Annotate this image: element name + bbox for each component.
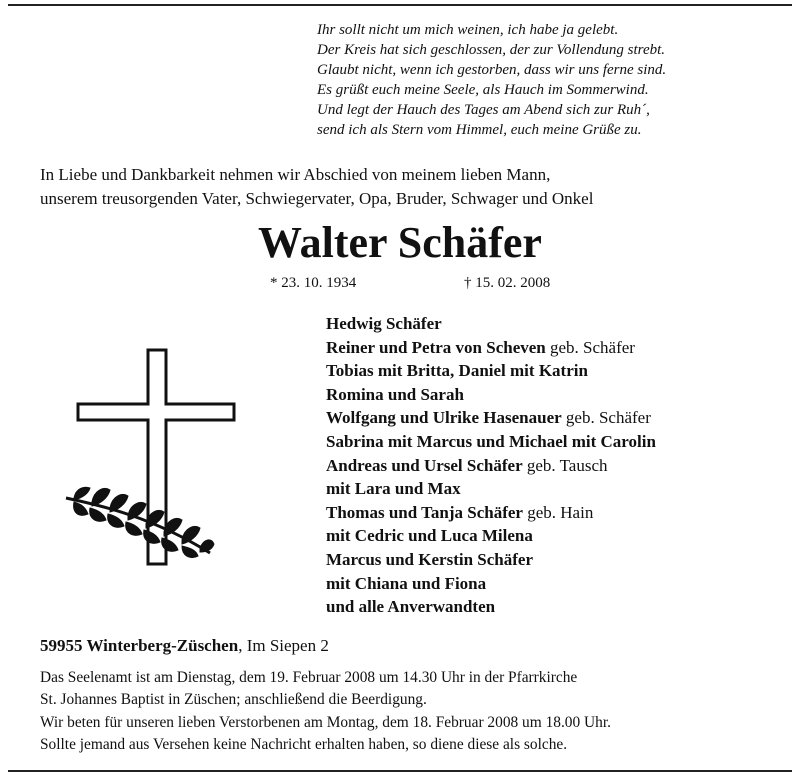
intro-line-1: In Liebe und Dankbarkeit nehmen wir Abschied von meinem lieben Mann, [40,165,551,184]
deceased-name: Walter Schäfer [258,218,542,267]
family-entry [326,477,786,501]
family-maiden-name: geb. Tausch [522,455,608,475]
intro-line-2: unserem treusorgenden Vater, Schwiegervater, Opa, Bruder, Schwager und Onkel [40,189,594,208]
family-names: Sabrina mit Marcus und Michael mit Carolin [326,431,656,451]
family-names: mit Cedric und Luca Milena [326,526,533,546]
poem-line: Und legt der Hauch des Tages am Abend sich zur Ruh´, [317,102,650,118]
poem-line: Ihr sollt nicht um mich weinen, ich habe ja gelebt. [317,22,619,38]
family-entry [326,501,786,525]
requiem-line-1: Das Seelenamt ist am Dienstag, dem 19. Februar 2008 um 14.30 Uhr in der Pfarrkirche [40,669,578,686]
family-entry [326,430,786,454]
address [40,635,329,657]
family-entry [326,524,786,548]
bottom-rule [8,770,792,772]
palm-branch-icon [66,487,214,557]
family-maiden-name: geb. Schäfer [545,337,635,357]
family-maiden-name: geb. Schäfer [561,408,651,428]
family-names: Thomas und Tanja Schäfer [326,502,523,522]
family-entry [326,454,786,478]
poem [317,20,787,140]
family-names: Marcus und Kerstin Schäfer [326,549,533,569]
intro-text [40,163,780,211]
family-names: Reiner und Petra von Scheven [326,337,546,357]
family-names: mit Chiana und Fiona [326,573,487,593]
family-entry [326,336,786,360]
family-names: Wolfgang und Ulrike Hasenauer [326,408,562,428]
address-city: 59955 Winterberg-Züschen [40,636,239,655]
poem-line: Glaubt nicht, wenn ich gestorben, dass wir uns ferne sind. [317,62,667,78]
family-list [326,312,786,619]
poem-line: Es grüßt euch meine Seele, als Hauch im Sommerwind. [317,82,649,98]
family-entry [326,359,786,383]
notification-notice: Sollte jemand aus Versehen keine Nachricht erhalten haben, so diene diese als solche. [40,735,568,753]
family-names: Andreas und Ursel Schäfer [326,455,523,475]
family-names: Hedwig Schäfer [326,314,442,333]
poem-line: Der Kreis hat sich geschlossen, der zur Vollendung strebt. [317,42,666,58]
family-entry [326,312,786,336]
requiem-line-2: St. Johannes Baptist in Züschen; anschließend die Beerdigung. [40,690,427,708]
family-names: und alle Anverwandten [326,597,496,617]
family-entry [326,548,786,572]
prayer-notice: Wir beten für unseren lieben Verstorbenen am Montag, dem 18. Februar 2008 um 18.00 Uhr. [40,714,611,731]
top-rule [8,4,792,6]
family-entry [326,595,786,619]
family-entry [326,406,786,430]
service-notes [40,667,785,755]
poem-line: send ich als Stern vom Himmel, euch meine Grüße zu. [317,122,642,138]
family-names: Tobias mit Britta, Daniel mit Katrin [326,361,588,381]
address-street: , Im Siepen 2 [238,636,329,655]
death-date: † 15. 02. 2008 [464,275,551,291]
family-entry [326,383,786,407]
family-names: Romina und Sarah [326,384,464,404]
family-names: mit Lara und Max [326,479,461,499]
cross-icon [64,348,244,570]
birth-date: * 23. 10. 1934 [270,275,357,291]
family-maiden-name: geb. Hain [522,502,594,522]
family-entry [326,572,786,596]
